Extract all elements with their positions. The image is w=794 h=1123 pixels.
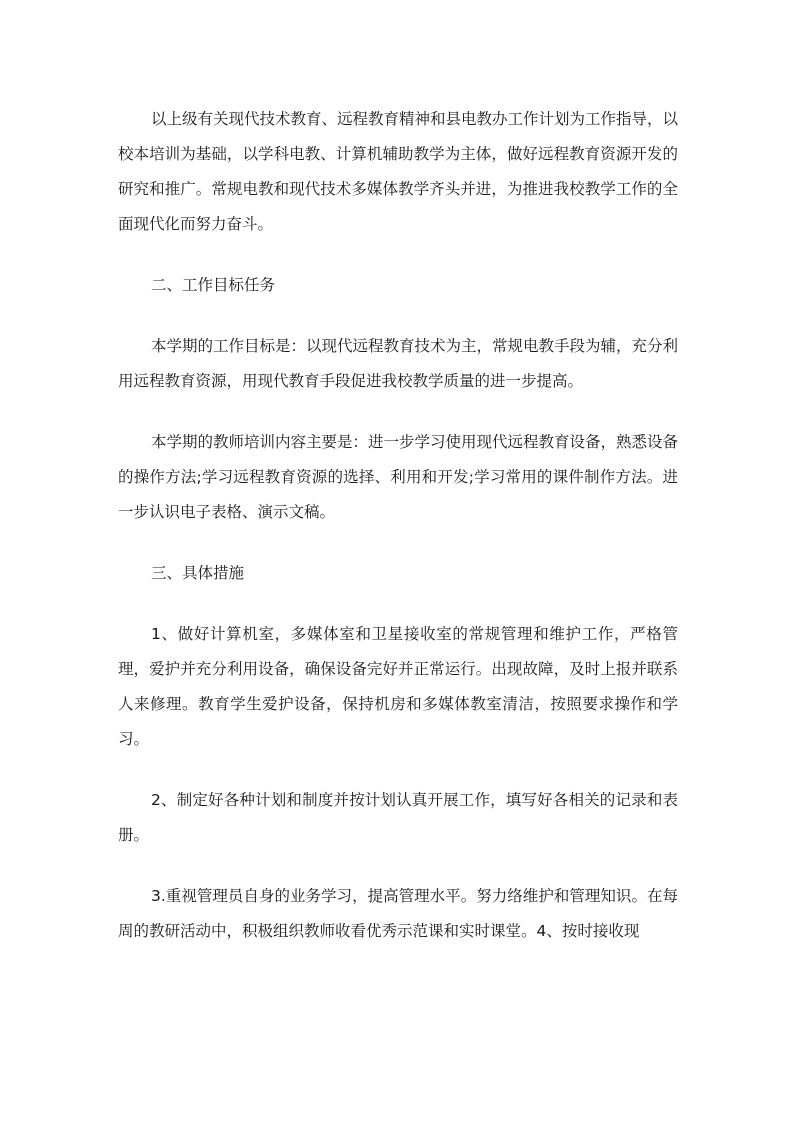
paragraph-measure-1: 1、做好计算机室，多媒体室和卫星接收室的常规管理和维护工作，严格管理，爱护并充分利用设备，确保设备完好并正常运行。出现故障，及时上报并联系人来修理。教育学生爱护设备，保持机房和多媒体教室清洁，按照要求操作和学习。 xyxy=(118,625,678,748)
paragraph-semester-goal: 本学期的工作目标是：以现代远程教育技术为主，常规电教手段为辅，充分利用远程教育资源，用现代教育手段促进我校教学质量的进一步提高。 xyxy=(118,337,679,390)
document-body xyxy=(118,102,678,975)
paragraph-measure-3: 3.重视管理员自身的业务学习，提高管理水平。努力络维护和管理知识。在每周的教研活动中，积极组织教师收看优秀示范课和实时课堂。4、按时接收现 xyxy=(118,887,678,940)
section-heading-measures: 三、具体措施 xyxy=(151,564,245,582)
section-heading-goals: 二、工作目标任务 xyxy=(151,276,276,294)
paragraph-measure-2: 2、制定好各种计划和制度并按计划认真开展工作，填写好各相关的记录和表册。 xyxy=(118,791,678,844)
paragraph-guiding-principle: 以上级有关现代技术教育、远程教育精神和县电教办工作计划为工作指导，以校本培训为基础，以学科电教、计算机辅助教学为主体，做好远程教育资源开发的研究和推广。常规电教和现代技术多媒体教学齐头并进，为推进我校教学工作的全面现代化而努力奋斗。 xyxy=(118,110,679,233)
paragraph-teacher-training: 本学期的教师培训内容主要是：进一步学习使用现代远程教育设备，熟悉设备的操作方法;学习远程教育资源的选择、利用和开发;学习常用的课件制作方法。进一步认识电子表格、演示文稿。 xyxy=(118,433,679,521)
